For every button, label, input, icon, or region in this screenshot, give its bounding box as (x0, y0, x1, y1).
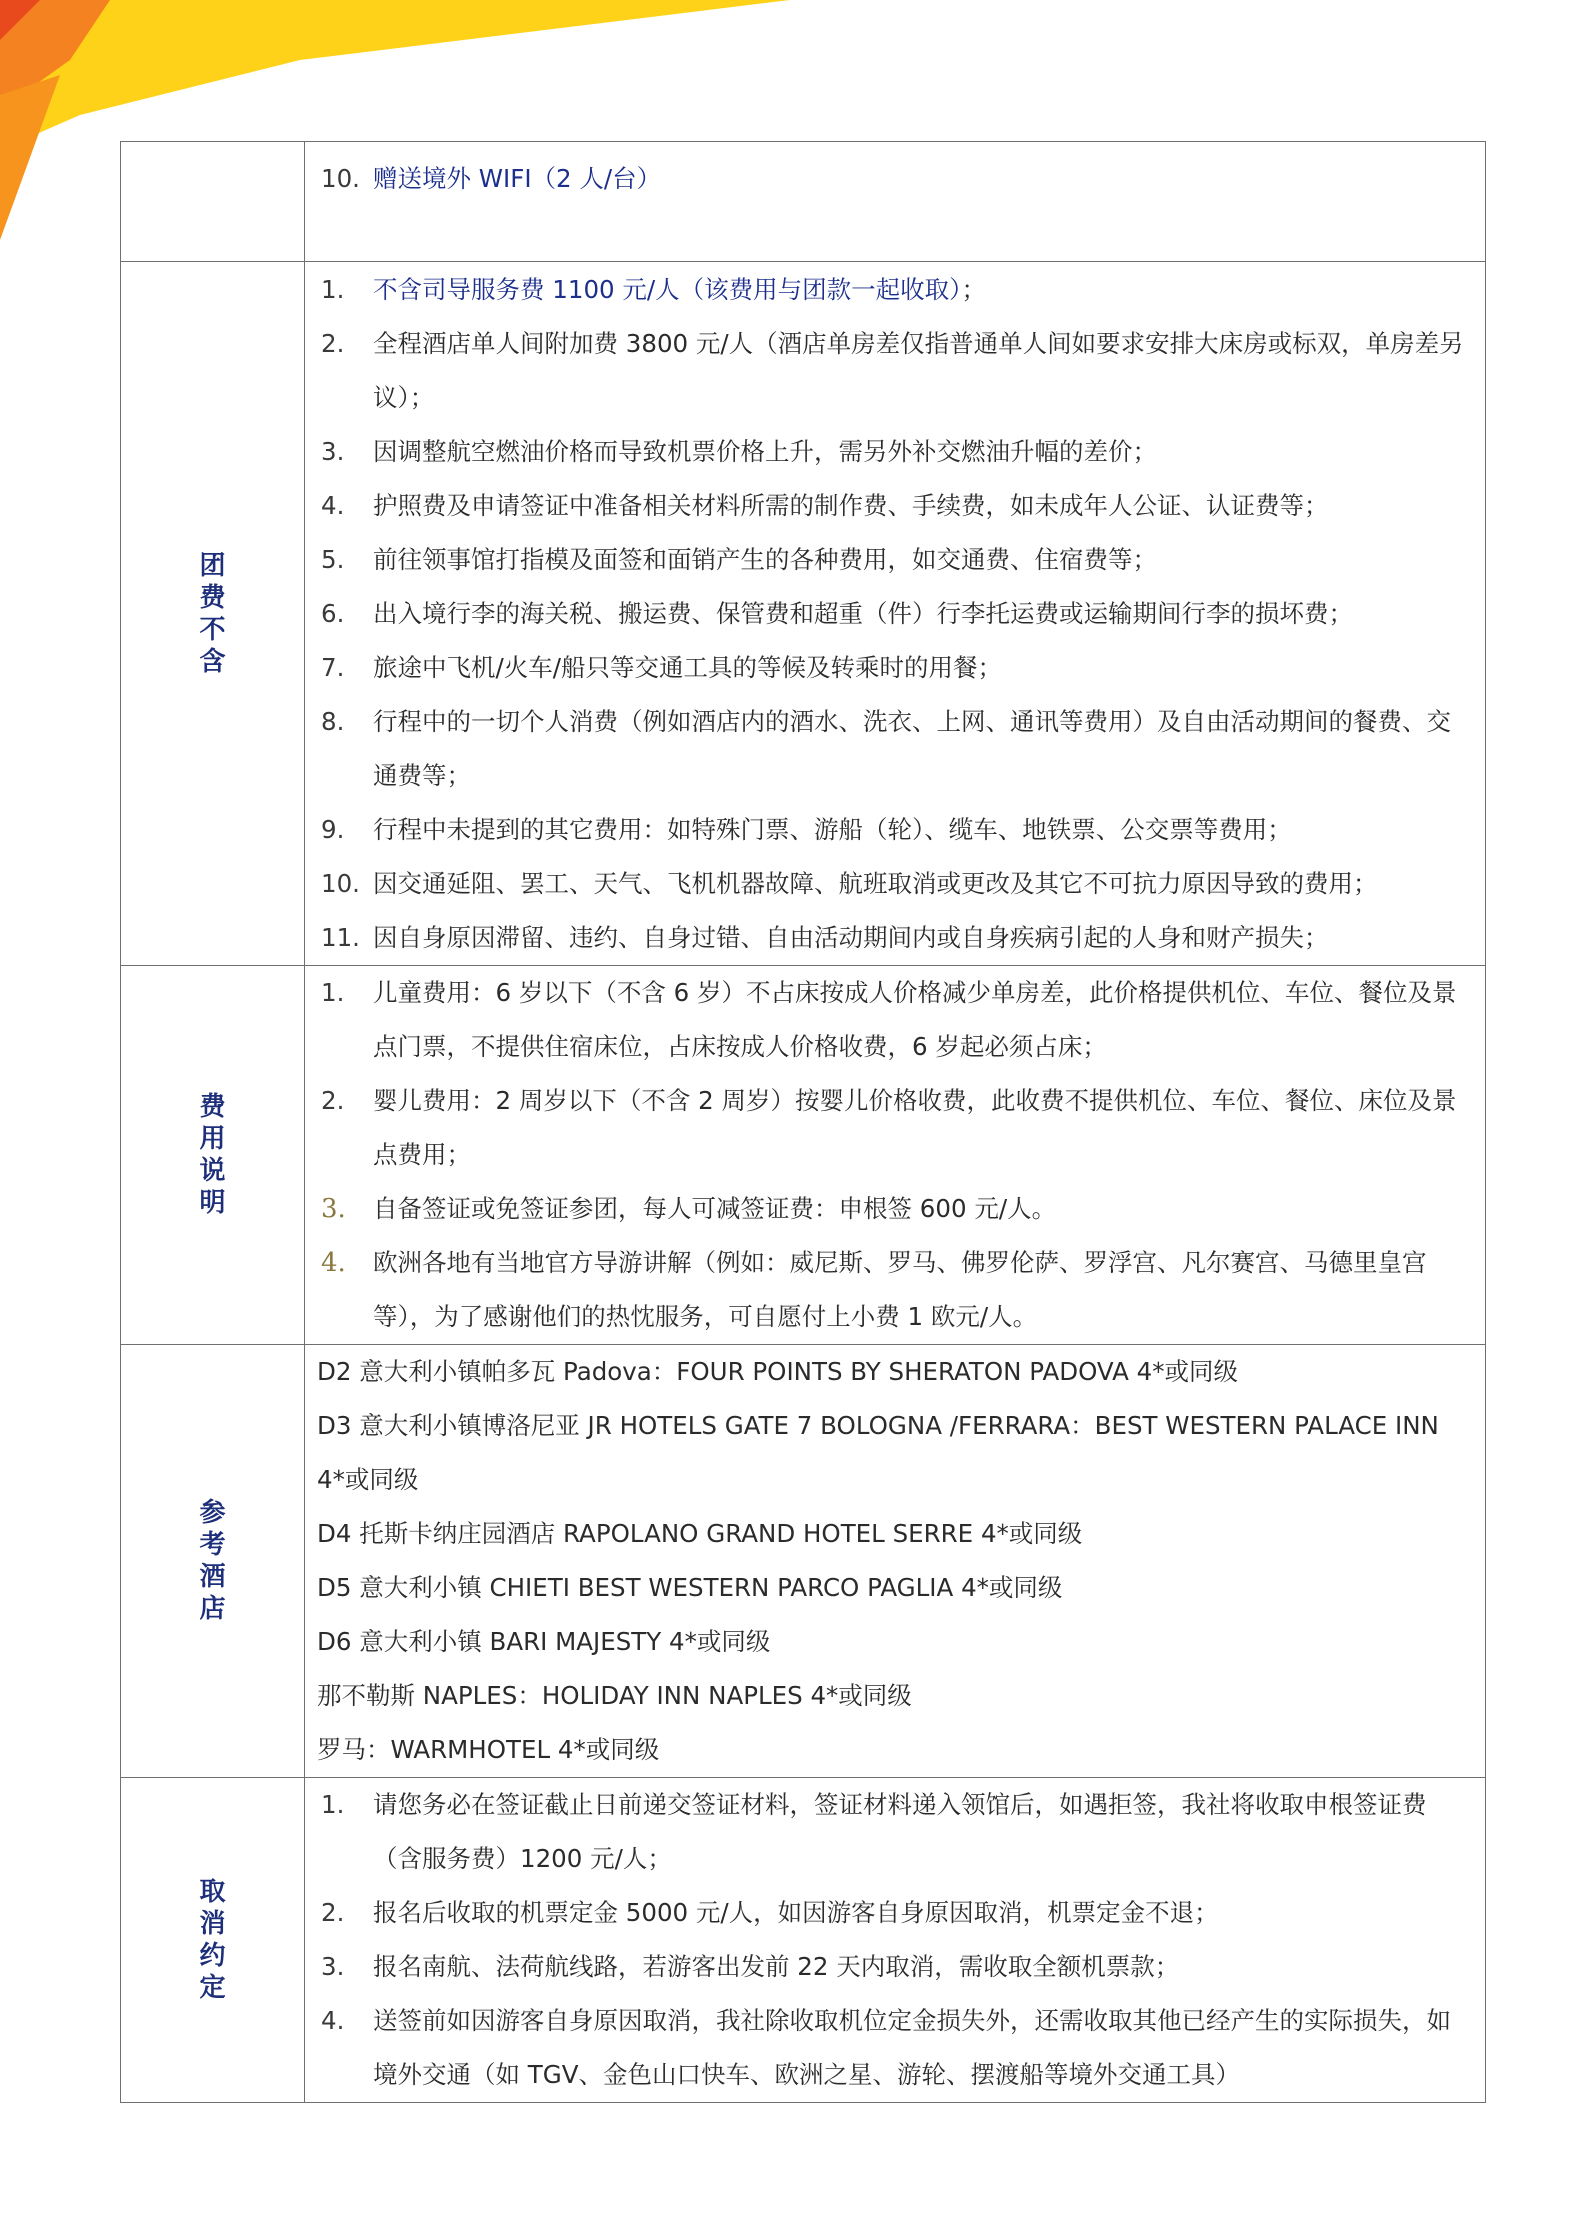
hotel-line: D6 意大利小镇 BARI MAJESTY 4*或同级 (317, 1627, 771, 1656)
item-number: 2. (321, 329, 345, 358)
list-item (319, 1182, 1473, 1236)
list-item (319, 911, 1473, 965)
list-item (319, 641, 1473, 695)
item-number: 10. (321, 869, 360, 898)
hotel-line: D2 意大利小镇帕多瓦 Padova：FOUR POINTS BY SHERATON PADOVA 4*或同级 (317, 1357, 1238, 1386)
item-text: 因交通延阻、罢工、天气、飞机机器故障、航班取消或更改及其它不可抗力原因导致的费用； (373, 869, 1378, 898)
item-text: 请您务必在签证截止日前递交签证材料，签证材料递入领馆后，如遇拒签，我社将收取申根签证费（含服务费）1200 元/人； (373, 1790, 1427, 1873)
list-item (319, 1236, 1473, 1344)
item-number: 11. (321, 923, 360, 952)
list-item: 1. 不含司导服务费 1100 元/人（该费用与团款一起收取）； (319, 263, 1473, 317)
item-number: 3. (321, 1952, 345, 1981)
hotels-content (305, 1345, 1486, 1778)
item-number: 3. (321, 437, 345, 466)
item-text: 报名南航、法荷航线路，若游客出发前 22 天内取消，需收取全额机票款； (373, 1952, 1180, 1981)
list-item (319, 803, 1473, 857)
list-item (319, 587, 1473, 641)
hotel-line: 那不勒斯 NAPLES：HOLIDAY INN NAPLES 4*或同级 (317, 1681, 912, 1710)
row-wifi-content (305, 142, 1486, 262)
orange-triangle-shape (0, 75, 60, 240)
itinerary-terms-table (120, 141, 1486, 2103)
row-hotels (121, 1345, 1486, 1778)
fees-content (305, 966, 1486, 1345)
item-text: 自备签证或免签证参团，每人可减签证费：申根签 600 元/人。 (373, 1194, 1057, 1223)
row-wifi (121, 142, 1486, 262)
list-item (319, 1778, 1473, 1886)
fees-label: 费用说明 (199, 1092, 226, 1218)
item-number: 1. (321, 978, 345, 1007)
item-text: 行程中未提到的其它费用：如特殊门票、游船（轮）、缆车、地铁票、公交票等费用； (373, 815, 1292, 844)
item-text: 行程中的一切个人消费（例如酒店内的酒水、洗衣、上网、通讯等费用）及自由活动期间的餐费、交通费等； (373, 707, 1451, 790)
item-text: 全程酒店单人间附加费 3800 元/人（酒店单房差仅指普通单人间如要求安排大床房或标双，单房差另议）； (373, 329, 1464, 412)
item-text: 因自身原因滞留、违约、自身过错、自由活动期间内或自身疾病引起的人身和财产损失； (373, 923, 1329, 952)
hotel-line: D4 托斯卡纳庄园酒店 RAPOLANO GRAND HOTEL SERRE 4*或同级 (317, 1519, 1083, 1548)
list-item (319, 425, 1473, 479)
row-fees (121, 966, 1486, 1345)
item-number: 7. (321, 653, 345, 682)
item-text: 前往领事馆打指模及面签和面销产生的各种费用，如交通费、住宿费等； (373, 545, 1157, 574)
list-item (319, 1886, 1473, 1940)
list-item (319, 533, 1473, 587)
item-text: 欧洲各地有当地官方导游讲解（例如：威尼斯、罗马、佛罗伦萨、罗浮宫、凡尔赛宫、马德里皇宫等），为了感谢他们的热忱服务，可自愿付上小费 1 欧元/人。 (373, 1248, 1427, 1331)
hotels-label: 参考酒店 (199, 1498, 226, 1624)
list-item (319, 317, 1473, 425)
item-text: 旅途中飞机/火车/船只等交通工具的等候及转乘时的用餐； (373, 653, 1003, 682)
hotel-line: D3 意大利小镇博洛尼亚 JR HOTELS GATE 7 BOLOGNA /FERRARA：BEST WESTERN PALACE INN 4*或同级 (317, 1411, 1439, 1494)
item-text: 婴儿费用：2 周岁以下（不含 2 周岁）按婴儿价格收费，此收费不提供机位、车位、餐位、床位及景点费用； (373, 1086, 1457, 1169)
row-wifi-label-cell (121, 142, 305, 262)
list-item (319, 966, 1473, 1074)
list-item (319, 1940, 1473, 1994)
list-item (319, 1074, 1473, 1182)
row-exclusions (121, 262, 1486, 966)
item-text-highlight: 不含司导服务费 1100 元/人（该费用与团款一起收取） (373, 275, 962, 304)
item-number: 5. (321, 545, 345, 574)
cancel-content (305, 1778, 1486, 2103)
hotel-line: 罗马：WARMHOTEL 4*或同级 (317, 1735, 660, 1764)
item-number: 4. (321, 1248, 346, 1278)
item-number: 1. (321, 275, 345, 304)
item-number: 2. (321, 1898, 345, 1927)
item-text: 送签前如因游客自身原因取消，我社除收取机位定金损失外，还需收取其他已经产生的实际损失，如境外交通（如 TGV、金色山口快车、欧洲之星、游轮、摆渡船等境外交通工具） (373, 2006, 1451, 2089)
list-item (319, 695, 1473, 803)
exclusions-label: 团费不含 (199, 550, 226, 677)
hotels-label-cell (121, 1345, 305, 1778)
item-number: 8. (321, 707, 345, 736)
item-text: 因调整航空燃油价格而导致机票价格上升，需另外补交燃油升幅的差价； (373, 437, 1157, 466)
list-item (319, 857, 1473, 911)
wifi-item (319, 148, 1473, 206)
item-number: 4. (321, 491, 345, 520)
row-cancel (121, 1778, 1486, 2103)
item-text: 报名后收取的机票定金 5000 元/人，如因游客自身原因取消，机票定金不退； (373, 1898, 1219, 1927)
list-item (319, 1994, 1473, 2102)
item-text: 出入境行李的海关税、搬运费、保管费和超重（件）行李托运费或运输期间行李的损坏费； (373, 599, 1353, 628)
cancel-label-cell (121, 1778, 305, 2103)
exclusions-label-cell (121, 262, 305, 966)
item-text: 儿童费用：6 岁以下（不含 6 岁）不占床按成人价格减少单房差，此价格提供机位、车位、餐位及景点门票，不提供住宿床位，占床按成人价格收费，6 岁起必须占床； (373, 978, 1457, 1061)
item-number: 9. (321, 815, 345, 844)
item-number: 3. (321, 1194, 346, 1224)
item-text: 赠送境外 WIFI（2 人/台） (373, 164, 662, 193)
exclusions-content (305, 262, 1486, 966)
item-number: 1. (321, 1790, 345, 1819)
item-number: 2. (321, 1086, 345, 1115)
hotel-line: D5 意大利小镇 CHIETI BEST WESTERN PARCO PAGLIA 4*或同级 (317, 1573, 1063, 1602)
cancel-label: 取消约定 (199, 1877, 226, 2003)
item-number: 4. (321, 2006, 345, 2035)
item-text: 护照费及申请签证中准备相关材料所需的制作费、手续费，如未成年人公证、认证费等； (373, 491, 1329, 520)
item-number: 10. (321, 164, 360, 193)
list-item (319, 479, 1473, 533)
item-number: 6. (321, 599, 345, 628)
yellow-banner-shape (0, 0, 790, 150)
fees-label-cell (121, 966, 305, 1345)
